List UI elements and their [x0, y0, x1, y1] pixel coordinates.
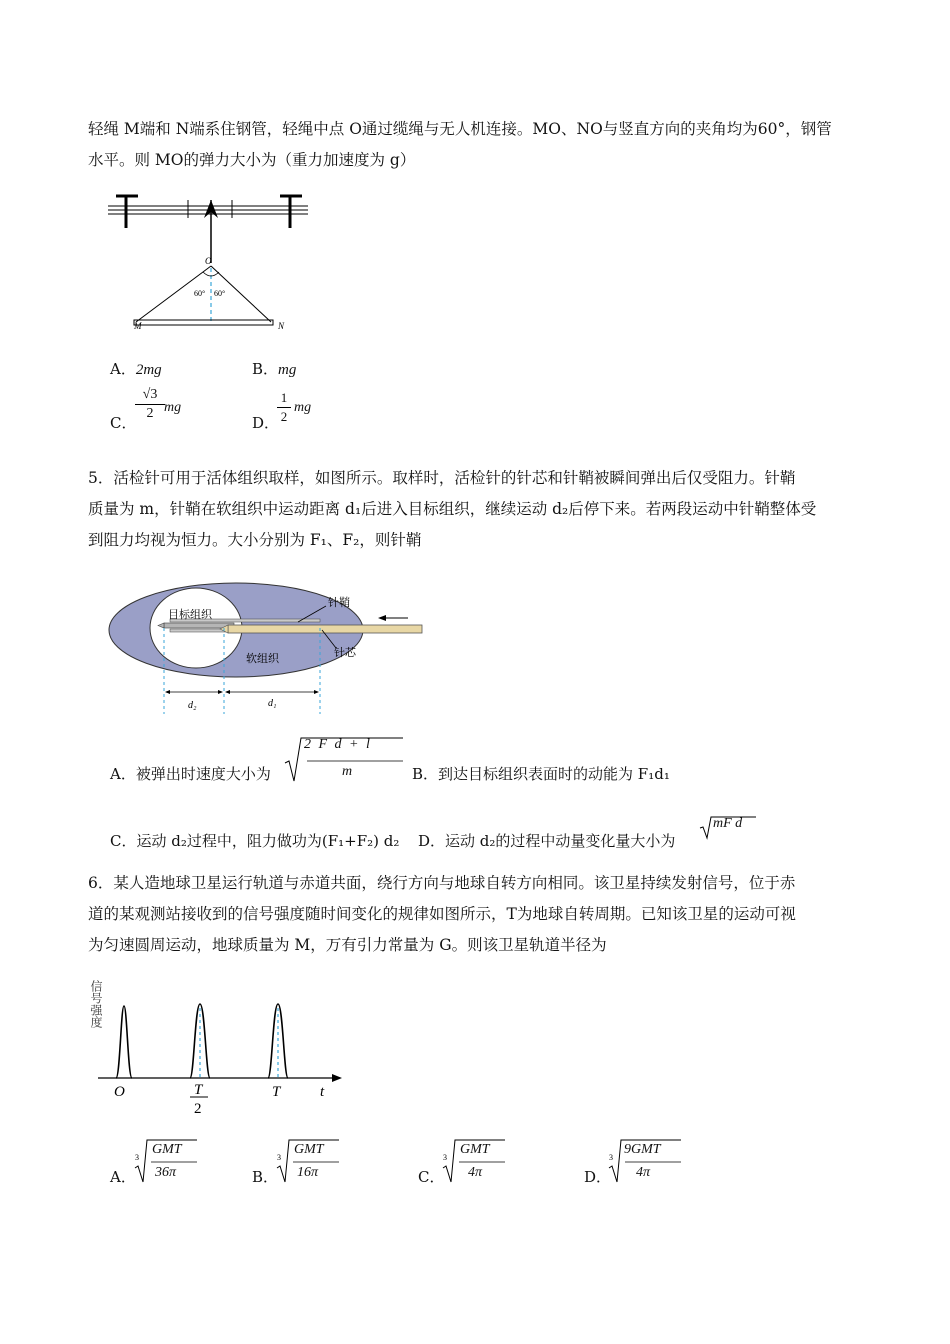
q4-text-line-2: 水平。则 MO的弹力大小为（重力加速度为 g）: [88, 151, 416, 169]
q4-option-c-tail: mg: [164, 400, 182, 415]
q6-label-T: T: [272, 1084, 281, 1100]
q6-text-line-2: 道的某观测站接收到的信号强度随时间变化的规律如图所示，T为地球自转周期。已知该卫星的运动可视: [88, 905, 796, 923]
q5-label-target: 目标组织: [168, 608, 212, 621]
q6-ylabel: 信号强度: [89, 980, 103, 1028]
q5-text-line-2: 质量为 m，针鞘在软组织中运动距离 d₁后进入目标组织，继续运动 d₂后停下来。若两段运动中针鞘整体受: [88, 500, 817, 518]
q6-figure-signal-strength: [89, 968, 356, 1118]
q4-option-d-fraction: [277, 389, 291, 426]
fraction-denominator: 16π: [297, 1165, 319, 1180]
q6-label-T-den: 2: [194, 1101, 202, 1117]
q5-option-c: C．运动 d₂过程中，阻力做功为(F₁+F₂) d₂: [110, 832, 400, 850]
fraction-denominator: 4π: [468, 1165, 483, 1180]
q5-text-line-3: 到阻力均视为恒力。大小分别为 F₁、F₂，则针鞘: [88, 531, 422, 549]
q6-label-T-num: T: [194, 1082, 203, 1098]
q5-option-a-text: A．被弹出时速度大小为: [110, 765, 271, 783]
fraction-numerator: 1: [277, 389, 291, 408]
root-index: 3: [443, 1153, 447, 1162]
q5-label-core: 针芯: [334, 646, 356, 659]
q4-text-line-1: 轻绳 M端和 N端系住钢管，轻绳中点 O通过缆绳与无人机连接。MO、NO与竖直方向的夹角均为60°，钢管: [88, 120, 832, 138]
q4-label-N: N: [278, 321, 285, 331]
fraction-numerator: √3: [135, 386, 165, 405]
q4-figure-drone-pipe: [108, 188, 318, 338]
option-letter: A．: [110, 360, 136, 378]
root-index: 3: [609, 1153, 613, 1162]
q6-label-O: O: [114, 1084, 125, 1100]
q4-angle-left: 60°: [194, 289, 206, 298]
q5-option-d-radicand: mF d: [713, 816, 743, 831]
q4-option-a: [110, 358, 162, 379]
q5-label-sheath: 针鞘: [328, 596, 350, 609]
q6-label-t: t: [320, 1084, 325, 1100]
fraction-denominator: 36π: [155, 1165, 177, 1180]
fraction-denominator: 2: [280, 409, 288, 424]
fraction-denominator: 4π: [636, 1165, 651, 1180]
q5-figure-biopsy-needle: [108, 582, 438, 718]
root-index: 3: [277, 1153, 281, 1162]
fraction-numerator: 9GMT: [624, 1142, 661, 1157]
q4-option-c-fraction: [135, 386, 165, 423]
option-letter: C．: [418, 1168, 445, 1186]
q6-text-line-3: 为匀速圆周运动，地球质量为 M，万有引力常量为 G。则该卫星轨道半径为: [88, 936, 607, 954]
option-letter: B．: [252, 1168, 279, 1186]
q4-option-d-letter: D．: [252, 414, 280, 432]
q5-option-a-denominator: m: [342, 764, 353, 779]
q5-label-soft: 软组织: [246, 652, 279, 665]
q4-option-c-letter: C．: [110, 414, 137, 432]
option-value: 2mg: [135, 362, 162, 378]
fraction-numerator: GMT: [152, 1142, 182, 1157]
fraction-denominator: 2: [146, 406, 154, 421]
option-value: mg: [278, 362, 297, 378]
q5-label-d2: d₂: [188, 700, 197, 711]
q4-option-d-tail: mg: [294, 400, 312, 415]
q4-label-M: M: [134, 321, 142, 331]
option-letter: B．: [252, 360, 279, 378]
option-letter: D．: [584, 1168, 612, 1186]
q5-option-a-numerator: 2 F d + l: [304, 737, 372, 752]
q5-label-d1: d₁: [268, 698, 277, 709]
option-letter: A．: [110, 1168, 136, 1186]
fraction-numerator: GMT: [460, 1142, 490, 1157]
q6-text-line-1: 6．某人造地球卫星运行轨道与赤道共面，绕行方向与地球自转方向相同。该卫星持续发射信号，位于赤: [88, 874, 796, 892]
q5-option-b: B．到达目标组织表面时的动能为 F₁d₁: [412, 765, 670, 783]
fraction-numerator: GMT: [294, 1142, 324, 1157]
q4-angle-right: 60°: [214, 289, 226, 298]
q4-label-O: O: [205, 256, 212, 266]
root-index: 3: [135, 1153, 139, 1162]
q4-option-b: [252, 358, 296, 379]
q5-option-d-text: D．运动 d₂的过程中动量变化量大小为: [418, 832, 676, 850]
q5-text-line-1: 5．活检针可用于活体组织取样，如图所示。取样时，活检针的针芯和针鞘被瞬间弹出后仅受阻力。针鞘: [88, 469, 796, 487]
